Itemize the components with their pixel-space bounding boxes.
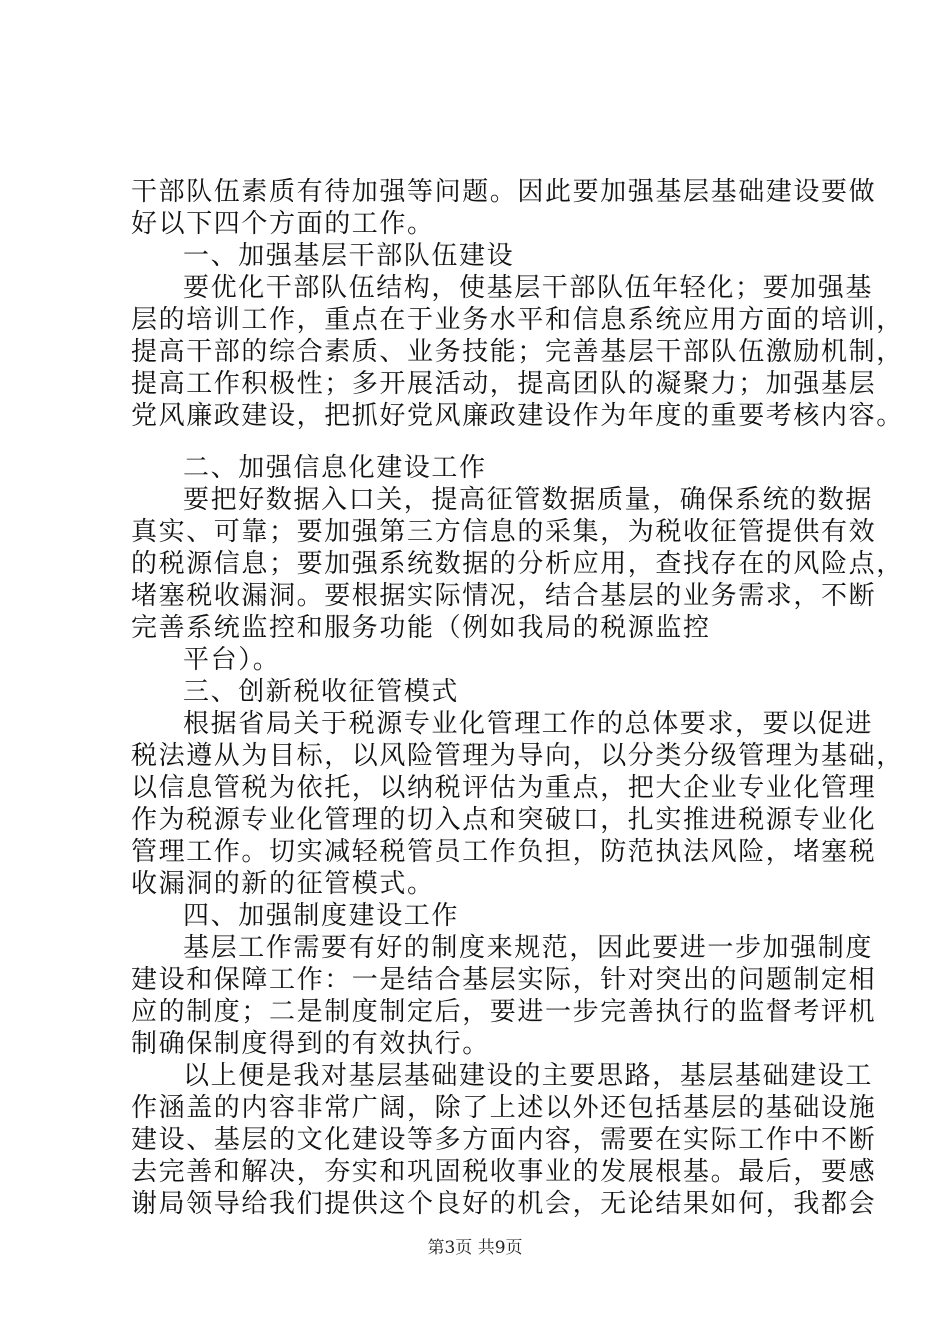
- body-line: 税法遵从为目标，以风险管理为导向，以分类分级管理为基础，: [131, 741, 904, 771]
- body-line: 作涵盖的内容非常广阔，除了上述以外还包括基层的基础设施: [131, 1093, 877, 1123]
- body-line: 建设、基层的文化建设等多方面内容，需要在实际工作中不断: [131, 1125, 877, 1155]
- body-line: 提高干部的综合素质、业务技能；完善基层干部队伍激励机制，: [131, 337, 904, 367]
- body-line: 层的培训工作，重点在于业务水平和信息系统应用方面的培训，: [131, 305, 904, 335]
- section-heading: 二、加强信息化建设工作: [183, 453, 487, 483]
- body-line: 好以下四个方面的工作。: [131, 209, 435, 239]
- body-line: 平台）。: [183, 645, 281, 675]
- body-line: 制确保制度得到的有效执行。: [131, 1029, 490, 1059]
- body-line: 完善系统监控和服务功能（例如我局的税源监控: [131, 613, 711, 643]
- body-line: 以信息管税为依托，以纳税评估为重点，把大企业专业化管理: [131, 773, 877, 803]
- body-line: 干部队伍素质有待加强等问题。因此要加强基层基础建设要做: [131, 177, 877, 207]
- body-line: 根据省局关于税源专业化管理工作的总体要求，要以促进: [183, 709, 874, 739]
- section-heading: 一、加强基层干部队伍建设: [183, 241, 515, 271]
- section-heading: 三、创新税收征管模式: [183, 677, 460, 707]
- body-line: 管理工作。切实减轻税管员工作负担，防范执法风险，堵塞税: [131, 837, 877, 867]
- body-line: 要优化干部队伍结构，使基层干部队伍年轻化；要加强基: [183, 273, 874, 303]
- body-line: 的税源信息；要加强系统数据的分析应用，查找存在的风险点，: [131, 549, 904, 579]
- body-line: 真实、可靠；要加强第三方信息的采集，为税收征管提供有效: [131, 517, 877, 547]
- section-heading: 四、加强制度建设工作: [183, 901, 460, 931]
- body-line: 提高工作积极性；多开展活动，提高团队的凝聚力；加强基层: [131, 369, 877, 399]
- body-line: 以上便是我对基层基础建设的主要思路，基层基础建设工: [183, 1061, 874, 1091]
- body-line: 党风廉政建设，把抓好党风廉政建设作为年度的重要考核内容。: [131, 401, 904, 431]
- body-line: 要把好数据入口关，提高征管数据质量，确保系统的数据: [183, 485, 874, 515]
- page-number-footer: 第3页 共9页: [427, 1238, 523, 1258]
- body-line: 基层工作需要有好的制度来规范，因此要进一步加强制度: [183, 933, 874, 963]
- body-line: 去完善和解决，夯实和巩固税收事业的发展根基。最后，要感: [131, 1157, 877, 1187]
- body-line: 堵塞税收漏洞。要根据实际情况，结合基层的业务需求，不断: [131, 581, 877, 611]
- body-line: 作为税源专业化管理的切入点和突破口，扎实推进税源专业化: [131, 805, 877, 835]
- body-line: 建设和保障工作：一是结合基层实际，针对突出的问题制定相: [131, 965, 877, 995]
- body-line: 应的制度；二是制度制定后，要进一步完善执行的监督考评机: [131, 997, 877, 1027]
- body-line: 收漏洞的新的征管模式。: [131, 869, 435, 899]
- body-line: 谢局领导给我们提供这个良好的机会，无论结果如何，我都会: [131, 1189, 877, 1219]
